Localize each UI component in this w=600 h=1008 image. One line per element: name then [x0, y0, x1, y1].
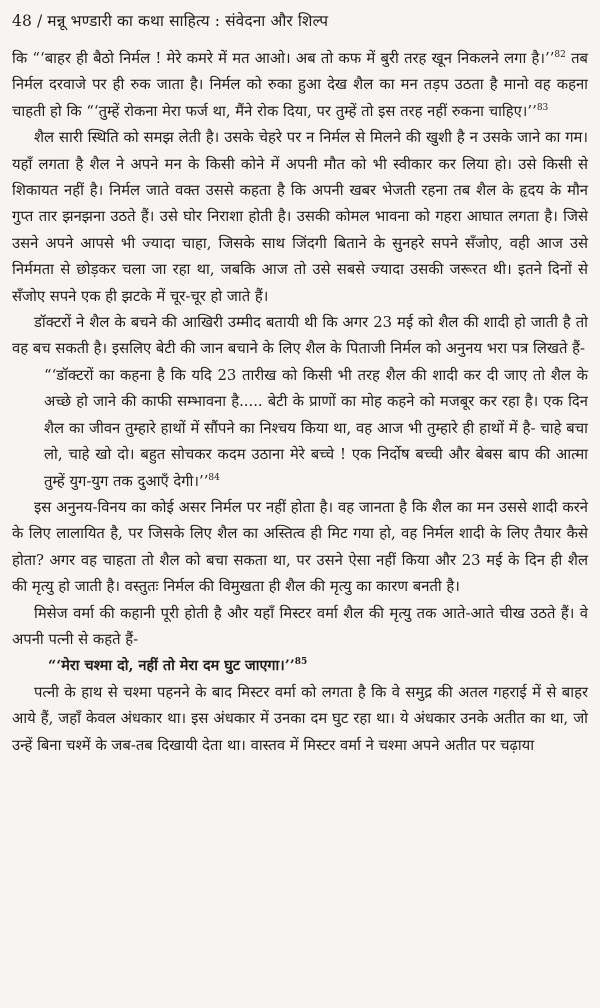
block-quote-bold: “‘मेरा चश्मा दो, नहीं तो मेरा दम घुट जाएगा।’’$^{85}$	[48, 657, 308, 675]
paragraph-3: डॉक्टरों ने शैल के बचने की आखिरी उम्मीद बतायी थी कि अगर 23 मई को शैल की शादी हो जाती है तो वह बच सकती है। इसलिए बेटी की जान बचाने के लिए शैल के पिताजी निर्मल को अनुनय भरा पत्र लिखते हैं-	[12, 314, 588, 358]
paragraph-5: मिसेज वर्मा की कहानी पूरी होती है और यहाँ मिस्टर वर्मा शैल की मृत्यु तक आते-आते चीख उठते हैं। वे अपनी पत्नी से कहते हैं-	[12, 604, 588, 648]
paragraph-6: पत्नी के हाथ से चश्मा पहनने के बाद मिस्टर वर्मा को लगता है कि वे समुद्र की अतल गहराई में से बाहर आये हैं, जहाँ केवल अंधकार था। इस अंधकार में उनका दम घुट रहा था। ये अंधकार उनके अतीत का था, जो उन्हें बिना चश्में के जब-तब दिखायी देता था। वास्तव में मिस्टर वर्मा ने चश्मा अपने अतीत पर चढ़ाया	[12, 683, 588, 754]
paragraph-2: शैल सारी स्थिति को समझ लेती है। उसके चेहरे पर न निर्मल से मिलने की खुशी है न उसके जाने का गम। यहाँ लगता है शैल ने अपने मन के किसी कोने में अपनी मौत को भी स्वीकार कर लिया हो। उसे किसी से शिकायत नहीं है। निर्मल जाते वक्त उससे कहता है कि अपनी खबर भेजती रहना तब शैल के हृदय के मौन गुप्त तार झनझना उठते हैं। उसे घोर निराशा होती है। उसकी कोमल भावना को गहरा आघात लगता है। जिसे उसने अपने आपसे भी ज्यादा चाहा, जिसके साथ जिंदगी बिताने के सुनहरे सपने सँजोए, वही आज उसे निर्ममता से छोड़कर चला जा रहा था, जबकि आज तो उसे सबसे ज्यादा उसकी जरूरत थी। इतने दिनों से सँजोए सपने एक ही झटके में चूर-चूर हो जाते हैं।	[12, 129, 588, 305]
paragraph-1: कि “‘बाहर ही बैठो निर्मल ! मेरे कमरे में मत आओ। अब तो कफ में बुरी तरह खून निकलने लगा है।’’$^{82}$ तब निर्मल दरवाजे पर ही रुक जाता है। निर्मल को रुका हुआ देख शैल का मन तड़प उठता है मानो वह कहना चाहती हो कि “‘तुम्हें रोकना मेरा फर्ज था, मैंने रोक दिया, पर तुम्हें तो इस तरह नहीं रुकना चाहिए।’’$^{83}$	[12, 50, 588, 120]
block-quote-letter: “‘डॉक्टरों का कहना है कि यदि 23 तारीख को किसी भी तरह शैल की शादी कर दी जाए तो शैल के अच्छे हो जाने की काफी सम्भावना है..... बेटी के प्राणों का मोह कहने को मजबूर कर रहा है। एक दिन शैल का जीवन तुम्हारे हाथों में सौंपने का निश्चय किया था, वह आज भी तुम्हारे ही हाथों में है- चाहे बचा लो, चाहे खो दो। बहुत सोचकर कदम उठाना मेरे बच्चे ! एक निर्दोष बच्ची और बेबस बाप की आत्मा तुम्हें युग-युग तक दुआएँ देगी।’’$^{84}$	[44, 366, 588, 490]
footnote-ref-84: 84	[208, 472, 220, 483]
running-head: 48 / मन्नू भण्डारी का कथा साहित्य : संवेदना और शिल्प	[12, 12, 329, 30]
paragraph-4: इस अनुनय-विनय का कोई असर निर्मल पर नहीं होता है। वह जानता है कि शैल का मन उससे शादी करने के लिए लालायित है, पर जिसके लिए शैल का अस्तित्व ही मिट गया हो, वह निर्मल शादी के लिए तैयार कैसे होता? अगर वह चाहता तो शैल को बचा सकता था, पर उसने ऐसा नहीं किया और 23 मई के दिन ही शैल की मृत्यु हो जाती है। वस्तुतः निर्मल की विमुखता ही शैल की मृत्यु का कारण बनती है।	[12, 498, 588, 596]
footnote-ref-85: 85	[294, 657, 308, 668]
body-text	[12, 46, 588, 759]
footnote-ref-82: 82	[554, 50, 566, 61]
footnote-ref-83: 83	[536, 102, 549, 113]
